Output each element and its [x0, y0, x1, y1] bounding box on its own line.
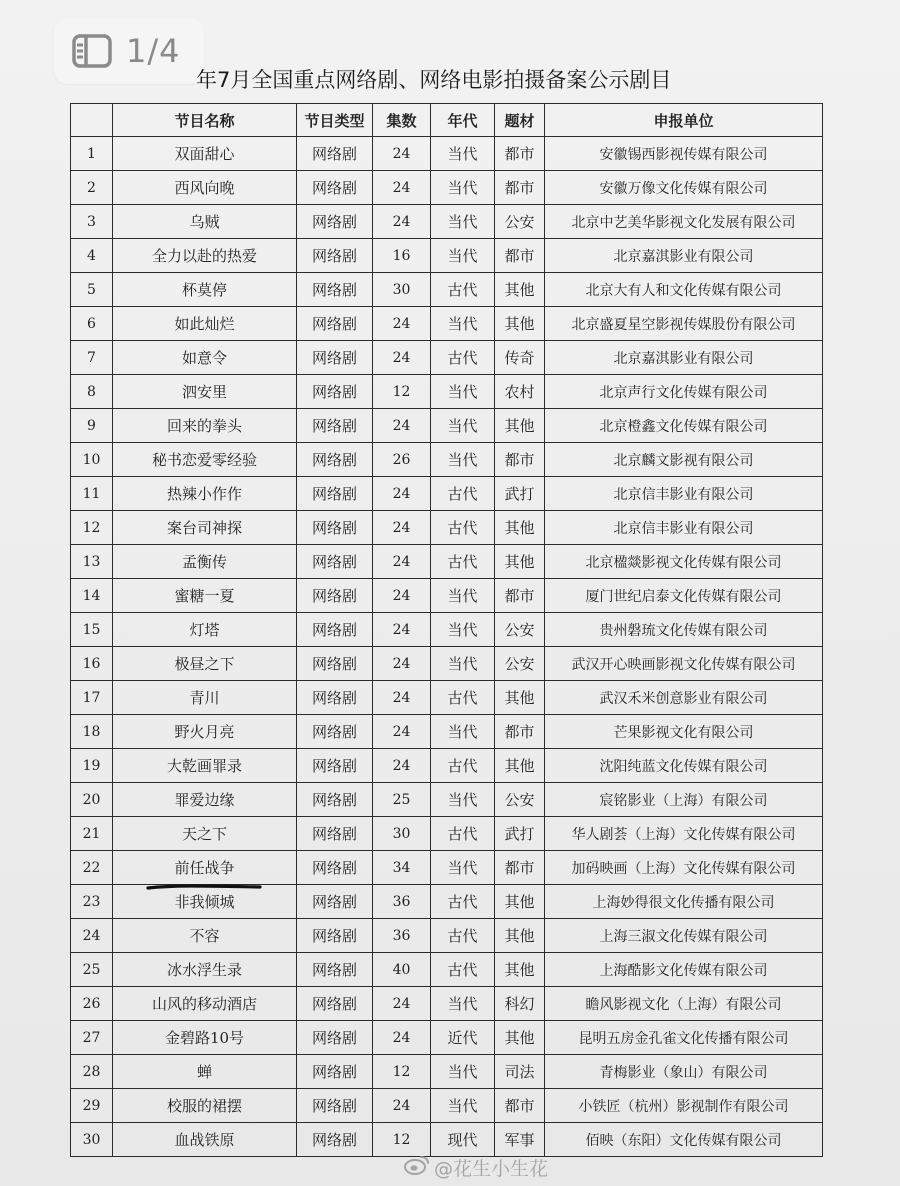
program-type: 网络剧 [297, 239, 373, 273]
row-index: 13 [71, 545, 113, 579]
table-row [71, 443, 823, 477]
row-index: 23 [71, 885, 113, 919]
genre: 军事 [495, 1123, 545, 1157]
applicant-company: 上海酷影文化传媒有限公司 [545, 953, 823, 987]
applicant-company: 安徽万像文化传媒有限公司 [545, 171, 823, 205]
era: 古代 [431, 545, 495, 579]
row-index: 16 [71, 647, 113, 681]
program-type: 网络剧 [297, 477, 373, 511]
era: 古代 [431, 919, 495, 953]
era: 近代 [431, 1021, 495, 1055]
applicant-company: 北京盛夏星空影视传媒股份有限公司 [545, 307, 823, 341]
header-index [71, 104, 113, 137]
applicant-company: 上海妙得很文化传播有限公司 [545, 885, 823, 919]
episode-count: 24 [373, 1089, 431, 1123]
program-name: 前任战争 [113, 851, 297, 885]
program-name: 泗安里 [113, 375, 297, 409]
program-name: 回来的拳头 [113, 409, 297, 443]
program-type: 网络剧 [297, 171, 373, 205]
applicant-company: 昆明五房金孔雀文化传播有限公司 [545, 1021, 823, 1055]
era: 当代 [431, 647, 495, 681]
episode-count: 24 [373, 1021, 431, 1055]
episode-count: 24 [373, 511, 431, 545]
era: 古代 [431, 953, 495, 987]
program-name: 非我倾城 [113, 885, 297, 919]
applicant-company: 北京麟文影视有限公司 [545, 443, 823, 477]
applicant-company: 小铁匠（杭州）影视制作有限公司 [545, 1089, 823, 1123]
program-name: 热辣小作作 [113, 477, 297, 511]
program-name: 如意令 [113, 341, 297, 375]
program-type: 网络剧 [297, 579, 373, 613]
header-episodes: 集数 [373, 104, 431, 137]
genre: 其他 [495, 1021, 545, 1055]
applicant-company: 北京嘉淇影业有限公司 [545, 341, 823, 375]
era: 古代 [431, 341, 495, 375]
genre: 都市 [495, 851, 545, 885]
program-type: 网络剧 [297, 681, 373, 715]
program-name: 案台司神探 [113, 511, 297, 545]
era: 当代 [431, 307, 495, 341]
program-name: 蜜糖一夏 [113, 579, 297, 613]
program-type: 网络剧 [297, 409, 373, 443]
table-row [71, 749, 823, 783]
row-index: 18 [71, 715, 113, 749]
table-row [71, 137, 823, 171]
row-index: 21 [71, 817, 113, 851]
program-name: 山风的移动酒店 [113, 987, 297, 1021]
era: 古代 [431, 273, 495, 307]
applicant-company: 上海三淑文化传媒有限公司 [545, 919, 823, 953]
weibo-logo-icon [404, 1154, 430, 1181]
table-header-row [71, 104, 823, 137]
program-type: 网络剧 [297, 749, 373, 783]
era: 当代 [431, 579, 495, 613]
episode-count: 12 [373, 1055, 431, 1089]
program-type: 网络剧 [297, 613, 373, 647]
program-type: 网络剧 [297, 341, 373, 375]
row-index: 4 [71, 239, 113, 273]
applicant-company: 北京中艺美华影视文化发展有限公司 [545, 205, 823, 239]
row-index: 22 [71, 851, 113, 885]
table-row [71, 511, 823, 545]
program-name: 罪爱边缘 [113, 783, 297, 817]
program-type: 网络剧 [297, 307, 373, 341]
program-type: 网络剧 [297, 647, 373, 681]
era: 当代 [431, 205, 495, 239]
row-index: 1 [71, 137, 113, 171]
era: 当代 [431, 375, 495, 409]
filing-table [70, 103, 823, 1157]
program-name: 不容 [113, 919, 297, 953]
era: 当代 [431, 1055, 495, 1089]
program-type: 网络剧 [297, 273, 373, 307]
episode-count: 24 [373, 715, 431, 749]
episode-count: 36 [373, 919, 431, 953]
episode-count: 24 [373, 341, 431, 375]
row-index: 8 [71, 375, 113, 409]
row-index: 29 [71, 1089, 113, 1123]
genre: 传奇 [495, 341, 545, 375]
table-row [71, 715, 823, 749]
applicant-company: 北京信丰影业有限公司 [545, 511, 823, 545]
episode-count: 30 [373, 273, 431, 307]
table-row [71, 919, 823, 953]
table-row [71, 613, 823, 647]
episode-count: 24 [373, 137, 431, 171]
table-row [71, 477, 823, 511]
page-indicator[interactable] [54, 18, 204, 84]
program-type: 网络剧 [297, 851, 373, 885]
row-index: 30 [71, 1123, 113, 1157]
row-index: 11 [71, 477, 113, 511]
document-pages-icon [72, 34, 112, 68]
episode-count: 24 [373, 681, 431, 715]
row-index: 5 [71, 273, 113, 307]
watermark [404, 1154, 548, 1181]
program-type: 网络剧 [297, 137, 373, 171]
episode-count: 34 [373, 851, 431, 885]
episode-count: 24 [373, 749, 431, 783]
row-index: 10 [71, 443, 113, 477]
row-index: 24 [71, 919, 113, 953]
applicant-company: 安徽锡西影视传媒有限公司 [545, 137, 823, 171]
era: 当代 [431, 715, 495, 749]
program-type: 网络剧 [297, 817, 373, 851]
genre: 都市 [495, 443, 545, 477]
table-row [71, 987, 823, 1021]
program-name: 青川 [113, 681, 297, 715]
header-era: 年代 [431, 104, 495, 137]
program-type: 网络剧 [297, 511, 373, 545]
program-type: 网络剧 [297, 919, 373, 953]
genre: 农村 [495, 375, 545, 409]
genre: 都市 [495, 171, 545, 205]
table-row [71, 409, 823, 443]
table-row [71, 647, 823, 681]
episode-count: 24 [373, 477, 431, 511]
header-program-type: 节目类型 [297, 104, 373, 137]
program-name: 孟衡传 [113, 545, 297, 579]
program-type: 网络剧 [297, 545, 373, 579]
program-name: 秘书恋爱零经验 [113, 443, 297, 477]
era: 当代 [431, 1089, 495, 1123]
genre: 其他 [495, 749, 545, 783]
header-genre: 题材 [495, 104, 545, 137]
program-name: 校服的裙摆 [113, 1089, 297, 1123]
program-name: 野火月亮 [113, 715, 297, 749]
program-name: 双面甜心 [113, 137, 297, 171]
episode-count: 16 [373, 239, 431, 273]
era: 古代 [431, 749, 495, 783]
header-program-name: 节目名称 [113, 104, 297, 137]
applicant-company: 北京橙鑫文化传媒有限公司 [545, 409, 823, 443]
handwritten-underline-mark [146, 881, 262, 893]
program-type: 网络剧 [297, 205, 373, 239]
program-type: 网络剧 [297, 375, 373, 409]
table-row [71, 817, 823, 851]
genre: 公安 [495, 613, 545, 647]
applicant-company: 瞻风影视文化（上海）有限公司 [545, 987, 823, 1021]
row-index: 17 [71, 681, 113, 715]
genre: 其他 [495, 307, 545, 341]
genre: 其他 [495, 545, 545, 579]
era: 当代 [431, 409, 495, 443]
program-name: 金碧路10号 [113, 1021, 297, 1055]
applicant-company: 宸铭影业（上海）有限公司 [545, 783, 823, 817]
genre: 武打 [495, 477, 545, 511]
episode-count: 36 [373, 885, 431, 919]
episode-count: 24 [373, 205, 431, 239]
applicant-company: 北京声行文化传媒有限公司 [545, 375, 823, 409]
genre: 都市 [495, 239, 545, 273]
row-index: 7 [71, 341, 113, 375]
table-row [71, 205, 823, 239]
genre: 公安 [495, 783, 545, 817]
episode-count: 24 [373, 545, 431, 579]
episode-count: 24 [373, 579, 431, 613]
table-row [71, 273, 823, 307]
genre: 公安 [495, 647, 545, 681]
genre: 其他 [495, 273, 545, 307]
program-type: 网络剧 [297, 1089, 373, 1123]
table-row [71, 1123, 823, 1157]
row-index: 2 [71, 171, 113, 205]
genre: 都市 [495, 579, 545, 613]
applicant-company: 北京大有人和文化传媒有限公司 [545, 273, 823, 307]
program-name: 杯莫停 [113, 273, 297, 307]
era: 现代 [431, 1123, 495, 1157]
table-row [71, 171, 823, 205]
episode-count: 24 [373, 613, 431, 647]
genre: 其他 [495, 409, 545, 443]
era: 古代 [431, 477, 495, 511]
row-index: 27 [71, 1021, 113, 1055]
genre: 其他 [495, 681, 545, 715]
genre: 其他 [495, 919, 545, 953]
episode-count: 24 [373, 409, 431, 443]
applicant-company: 华人剧荟（上海）文化传媒有限公司 [545, 817, 823, 851]
program-name: 大乾画罪录 [113, 749, 297, 783]
era: 当代 [431, 443, 495, 477]
genre: 其他 [495, 885, 545, 919]
applicant-company: 青梅影业（象山）有限公司 [545, 1055, 823, 1089]
table-row [71, 341, 823, 375]
program-name: 极昼之下 [113, 647, 297, 681]
episode-count: 24 [373, 171, 431, 205]
program-type: 网络剧 [297, 1055, 373, 1089]
row-index: 12 [71, 511, 113, 545]
program-name: 冰水浮生录 [113, 953, 297, 987]
program-name: 天之下 [113, 817, 297, 851]
episode-count: 40 [373, 953, 431, 987]
row-index: 6 [71, 307, 113, 341]
applicant-company: 武汉开心映画影视文化传媒有限公司 [545, 647, 823, 681]
program-name: 灯塔 [113, 613, 297, 647]
row-index: 19 [71, 749, 113, 783]
program-type: 网络剧 [297, 1021, 373, 1055]
genre: 其他 [495, 511, 545, 545]
genre: 科幻 [495, 987, 545, 1021]
row-index: 3 [71, 205, 113, 239]
table-row [71, 1055, 823, 1089]
episode-count: 26 [373, 443, 431, 477]
document-title: 年7月全国重点网络剧、网络电影拍摄备案公示剧目 [196, 68, 672, 92]
program-name: 乌贼 [113, 205, 297, 239]
row-index: 26 [71, 987, 113, 1021]
applicant-company: 武汉禾米创意影业有限公司 [545, 681, 823, 715]
applicant-company: 北京嘉淇影业有限公司 [545, 239, 823, 273]
episode-count: 12 [373, 1123, 431, 1157]
genre: 公安 [495, 205, 545, 239]
row-index: 15 [71, 613, 113, 647]
applicant-company: 加码映画（上海）文化传媒有限公司 [545, 851, 823, 885]
era: 古代 [431, 817, 495, 851]
table-row [71, 953, 823, 987]
genre: 都市 [495, 715, 545, 749]
program-type: 网络剧 [297, 443, 373, 477]
genre: 都市 [495, 137, 545, 171]
genre: 其他 [495, 953, 545, 987]
program-name: 如此灿烂 [113, 307, 297, 341]
applicant-company: 贵州磐琉文化传媒有限公司 [545, 613, 823, 647]
row-index: 14 [71, 579, 113, 613]
episode-count: 24 [373, 307, 431, 341]
episode-count: 12 [373, 375, 431, 409]
table-row [71, 545, 823, 579]
episode-count: 25 [373, 783, 431, 817]
table-row [71, 307, 823, 341]
episode-count: 24 [373, 987, 431, 1021]
era: 古代 [431, 681, 495, 715]
era: 当代 [431, 987, 495, 1021]
episode-count: 30 [373, 817, 431, 851]
program-name: 血战铁原 [113, 1123, 297, 1157]
page-counter: 1/4 [126, 32, 181, 70]
applicant-company: 厦门世纪启泰文化传媒有限公司 [545, 579, 823, 613]
table-row [71, 579, 823, 613]
episode-count: 24 [373, 647, 431, 681]
row-index: 28 [71, 1055, 113, 1089]
table-row [71, 681, 823, 715]
era: 当代 [431, 851, 495, 885]
program-type: 网络剧 [297, 715, 373, 749]
applicant-company: 佰映（东阳）文化传媒有限公司 [545, 1123, 823, 1157]
program-name: 全力以赴的热爱 [113, 239, 297, 273]
row-index: 20 [71, 783, 113, 817]
era: 古代 [431, 511, 495, 545]
row-index: 9 [71, 409, 113, 443]
applicant-company: 芒果影视文化有限公司 [545, 715, 823, 749]
program-type: 网络剧 [297, 783, 373, 817]
era: 当代 [431, 137, 495, 171]
era: 古代 [431, 885, 495, 919]
row-index: 25 [71, 953, 113, 987]
genre: 司法 [495, 1055, 545, 1089]
era: 当代 [431, 613, 495, 647]
applicant-company: 沈阳纯蓝文化传媒有限公司 [545, 749, 823, 783]
era: 当代 [431, 171, 495, 205]
table-row [71, 1021, 823, 1055]
watermark-text: @花生小生花 [434, 1158, 549, 1180]
genre: 都市 [495, 1089, 545, 1123]
program-name: 西风向晚 [113, 171, 297, 205]
program-type: 网络剧 [297, 987, 373, 1021]
table-row [71, 851, 823, 885]
table-row [71, 375, 823, 409]
header-applicant: 申报单位 [545, 104, 823, 137]
table-body [71, 137, 823, 1157]
program-type: 网络剧 [297, 1123, 373, 1157]
program-type: 网络剧 [297, 953, 373, 987]
applicant-company: 北京楹燚影视文化传媒有限公司 [545, 545, 823, 579]
era: 当代 [431, 783, 495, 817]
table-row [71, 239, 823, 273]
table-row [71, 1089, 823, 1123]
genre: 武打 [495, 817, 545, 851]
table-row [71, 783, 823, 817]
era: 当代 [431, 239, 495, 273]
program-type: 网络剧 [297, 885, 373, 919]
program-name: 蝉 [113, 1055, 297, 1089]
applicant-company: 北京信丰影业有限公司 [545, 477, 823, 511]
